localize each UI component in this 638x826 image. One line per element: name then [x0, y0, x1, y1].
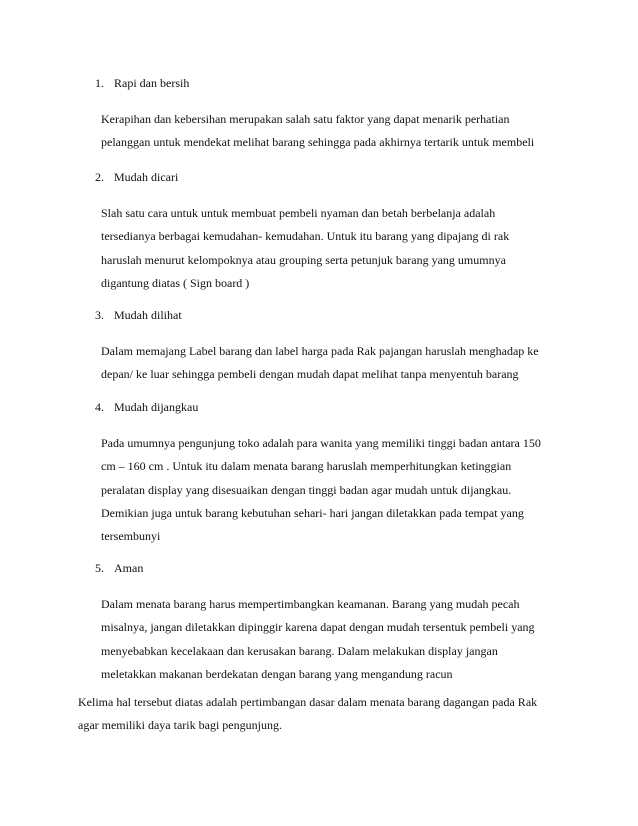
section-number: 1.: [95, 76, 104, 90]
paragraph-line: meletakkan makanan berdekatan dengan barang yang mengandung racun: [101, 666, 453, 681]
paragraph-line: misalnya, jangan diletakkan dipinggir karena dapat dengan mudah tersentuk pembeli yang: [101, 620, 535, 635]
paragraph-line: cm – 160 cm . Untuk itu dalam menata barang haruslah memperhitungkan ketinggian: [101, 459, 512, 474]
paragraph-line: pelanggan untuk mendekat melihat barang sehingga pada akhirnya tertarik untuk membeli: [101, 135, 535, 150]
section-number: 4.: [95, 400, 104, 414]
paragraph-line: Dalam memajang Label barang dan label harga pada Rak pajangan haruslah menghadap ke: [101, 344, 539, 358]
paragraph-line: Demikian juga untuk barang kebutuhan sehari- hari jangan diletakkan pada tempat yang: [101, 505, 524, 520]
section-paragraph-5: [101, 597, 535, 690]
section-number: 2.: [95, 170, 104, 184]
section-paragraph-3: [101, 344, 539, 391]
paragraph-line: tersedianya berbagai kemudahan- kemudahan. Untuk itu barang yang dipajang di rak: [101, 229, 510, 244]
section-paragraph-1: [101, 112, 534, 159]
section-paragraph-2: [101, 206, 509, 299]
section-title: Mudah dicari: [114, 170, 179, 184]
section-paragraph-4: [101, 436, 541, 552]
paragraph-line: tersembunyi: [101, 529, 161, 544]
section-number: 5.: [95, 561, 104, 575]
section-heading-4: [95, 400, 198, 415]
section-title: Aman: [114, 561, 144, 575]
paragraph-line: digantung diatas ( Sign board ): [101, 275, 250, 290]
paragraph-line: agar memiliki daya tarik bagi pengunjung.: [78, 718, 282, 732]
section-heading-5: [95, 561, 143, 576]
section-title: Mudah dijangkau: [114, 400, 199, 414]
closing-paragraph: [78, 695, 537, 741]
paragraph-line: Slah satu cara untuk untuk membuat pembeli nyaman dan betah berbelanja adalah: [101, 206, 496, 220]
paragraph-line: depan/ ke luar sehingga pembeli dengan mudah dapat melihat tanpa menyentuh barang: [101, 367, 519, 382]
section-heading-1: [95, 76, 189, 91]
paragraph-line: Kerapihan dan kebersihan merupakan salah satu faktor yang dapat menarik perhatian: [101, 112, 510, 126]
section-heading-2: [95, 170, 178, 185]
paragraph-line: haruslah menurut kelompoknya atau grouping serta petunjuk barang yang umumnya: [101, 252, 506, 267]
section-number: 3.: [95, 308, 104, 322]
section-title: Rapi dan bersih: [114, 76, 190, 90]
paragraph-line: peralatan display yang disesuaikan dengan tinggi badan agar mudah untuk dijangkau.: [101, 482, 512, 497]
section-heading-3: [95, 308, 182, 323]
section-title: Mudah dilihat: [114, 308, 182, 322]
paragraph-line: Kelima hal tersebut diatas adalah pertimbangan dasar dalam menata barang dagangan pada Rak: [78, 695, 538, 709]
paragraph-line: menyebabkan kecelakaan dan kerusakan barang. Dalam melakukan display jangan: [101, 643, 498, 658]
paragraph-line: Pada umumnya pengunjung toko adalah para wanita yang memiliki tinggi badan antara 150: [101, 436, 541, 450]
paragraph-line: Dalam menata barang harus mempertimbangkan keamanan. Barang yang mudah pecah: [101, 597, 520, 611]
